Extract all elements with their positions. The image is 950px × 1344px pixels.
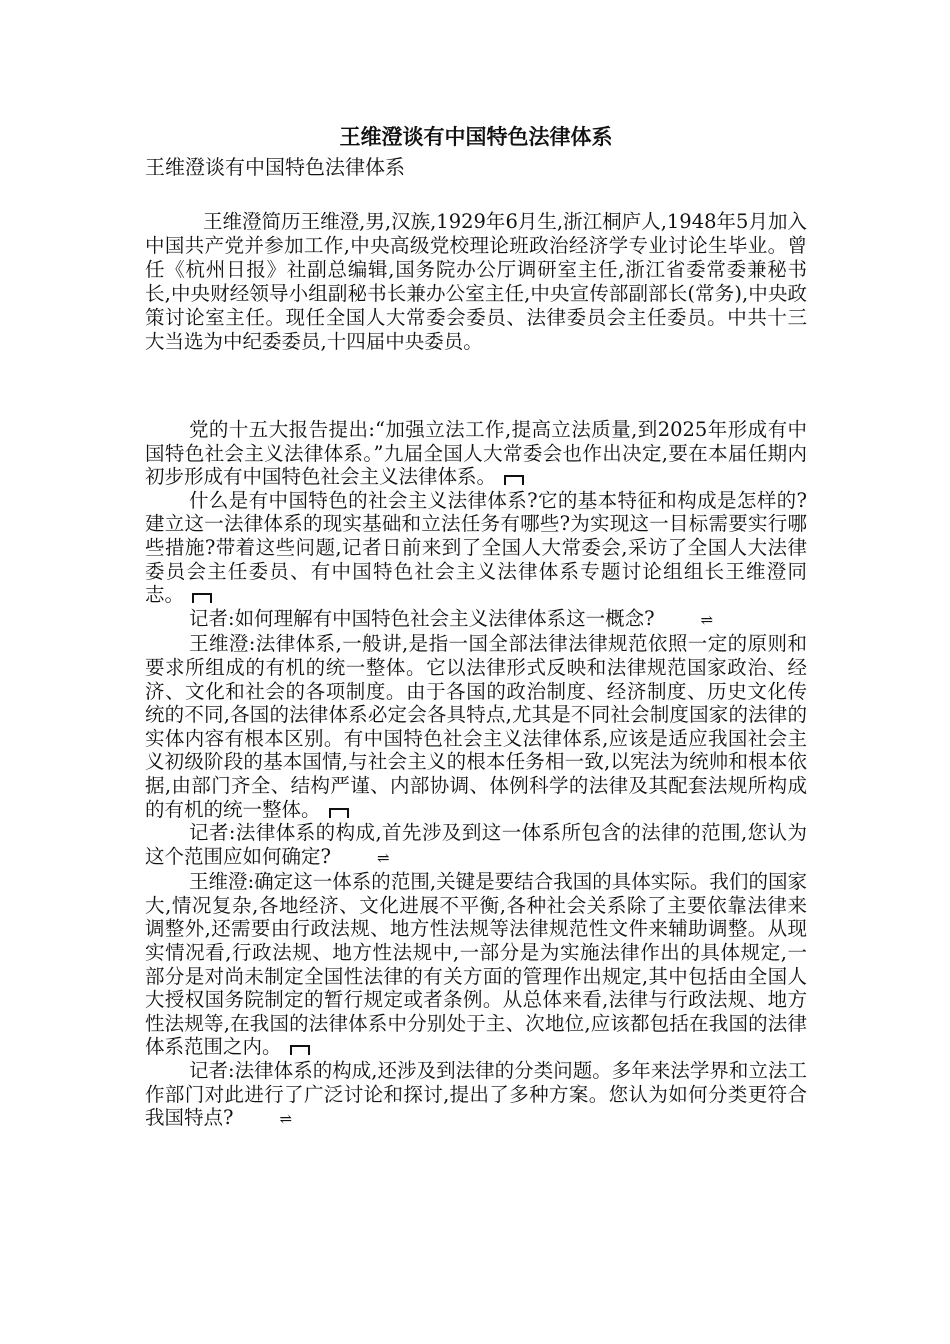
article-body bbox=[145, 418, 807, 1132]
paragraph-text: 记者:如何理解有中国特色社会主义法律体系这一概念? bbox=[189, 606, 655, 630]
answer-2 bbox=[145, 870, 807, 1059]
paragraph-text: 什么是有中国特色的社会主义法律体系?它的基本特征和构成是怎样的?建立这一法律体系的现实基础和立法任务有哪些?为实现这一目标需要实行哪些措施?带着这些问题,记者日前来到了全国人大常委会,采访了全国人大法律委员会主任委员、有中国特色社会主义法律体系专题讨论组组长王维澄同志。 bbox=[145, 488, 807, 607]
question-2 bbox=[145, 821, 807, 870]
paragraph-end-mark-icon bbox=[290, 1045, 310, 1055]
document-page bbox=[145, 122, 807, 1132]
paragraph-text: 王维澄:法律体系,一般讲,是指一国全部法律法律规范依照一定的原则和要求所组成的有机的统一整体。它以法律形式反映和法律规范国家政治、经济、文化和社会的各项制度。由于各国的政治制度、经济制度、历史文化传统的不同,各国的法律体系必定会各具特点,尤其是不同社会制度国家的法律的实体内容有根本区别。有中国特色社会主义法律体系,应该是适应我国社会主义初级阶段的基本国情,与社会主义的根本任务相一致,以宪法为统帅和根本依据,由部门齐全、结构严谨、内部协调、体例科学的法律及其配套法规所构成的有机的统一整体。 bbox=[145, 632, 807, 821]
paragraph-end-mark-icon bbox=[192, 593, 212, 603]
answer-1 bbox=[145, 632, 807, 821]
document-title: 王维澄谈有中国特色法律体系 bbox=[339, 125, 613, 149]
paragraph-text: 记者:法律体系的构成,首先涉及到这一体系所包含的法律的范围,您认为这个范围应如何确定? bbox=[145, 821, 807, 868]
paragraph-questions bbox=[145, 489, 807, 607]
question-1 bbox=[145, 607, 807, 633]
question-3 bbox=[145, 1059, 807, 1132]
line-end-mark-icon: ⇌ bbox=[376, 848, 390, 867]
paragraph-end-mark-icon bbox=[329, 808, 349, 818]
paragraph-end-mark-icon bbox=[504, 475, 524, 485]
paragraph-intro bbox=[145, 418, 807, 489]
line-end-mark-icon: ⇌ bbox=[279, 1110, 293, 1129]
paragraph-text: 王维澄:确定这一体系的范围,关键是要结合我国的具体实际。我们的国家大,情况复杂,各地经济、文化进展不平衡,各种社会关系除了主要依靠法律来调整外,还需要由行政法规、地方性法规等法律规范性文件来辅助调整。从现实情况看,行政法规、地方性法规中,一部分是为实施法律作出的具体规定,一部分是对尚未制定全国性法律的有关方面的管理作出规定,其中包括由全国人大授权国务院制定的暂行规定或者条例。从总体来看,法律与行政法规、地方性法规等,在我国的法律体系中分别处于主、次地位,应该都包括在我国的法律体系范围之内。 bbox=[145, 870, 807, 1059]
biography-paragraph: 王维澄简历王维澄,男,汉族,1929年6月生,浙江桐庐人,1948年5月加入中国共产党并参加工作,中央高级党校理论班政治经济学专业讨论生毕业。曾任《杭州日报》社副总编辑,国务院办公厅调研室主任,浙江省委常委兼秘书长,中央财经领导小组副秘书长兼办公室主任,中央宣传部副部长(常务),中央政策讨论室主任。现任全国人大常委会委员、法律委员会主任委员。中共十三大当选为中纪委委员,十四届中央委员。 bbox=[145, 210, 807, 353]
document-subtitle: 王维澄谈有中国特色法律体系 bbox=[145, 155, 405, 179]
paragraph-text: 党的十五大报告提出:“加强立法工作,提高立法质量,到2025年形成有中国特色社会主义法律体系。”九届全国人大常委会也作出决定,要在本届任期内初步形成有中国特色社会主义法律体系。 bbox=[145, 418, 807, 489]
paragraph-text: 记者:法律体系的构成,还涉及到法律的分类问题。多年来法学界和立法工作部门对此进行了广泛讨论和探讨,提出了多种方案。您认为如何分类更符合我国特点? bbox=[145, 1059, 807, 1130]
line-end-mark-icon: ⇌ bbox=[700, 610, 714, 629]
